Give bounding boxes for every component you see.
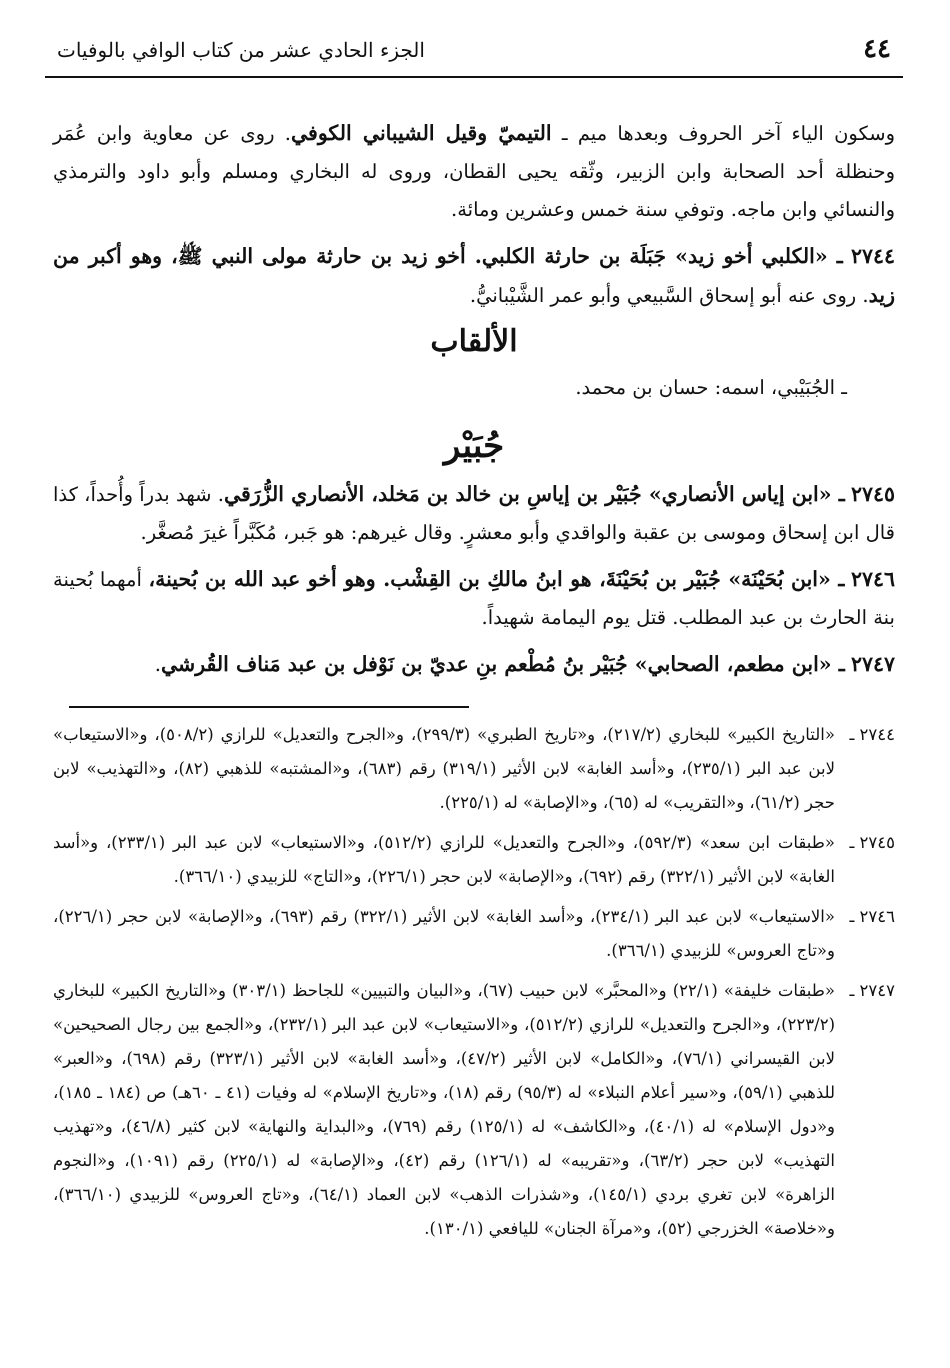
footnote-number: ٢٧٤٤ ـ xyxy=(849,725,895,744)
footnote-number: ٢٧٤٥ ـ xyxy=(849,833,895,852)
entry-bold-heading: ـ «ابن إياس الأنصاري» جُبَيْر بن إياسِ بن خالد بن مَخلد، الأنصاري الزُّرَقي xyxy=(223,482,845,506)
intro-text-a: وسكون الياء آخر الحروف وبعدها ميم ـ xyxy=(551,122,895,145)
entry-number: ٢٧٤٤ xyxy=(850,244,896,268)
book-page xyxy=(45,28,903,1252)
entry-2747 xyxy=(53,645,895,684)
intro-paragraph xyxy=(53,114,895,229)
main-text xyxy=(45,114,903,684)
entry-2746 xyxy=(53,560,895,637)
page-number: ٤٤ xyxy=(863,34,891,64)
footnote-number: ٢٧٤٦ ـ xyxy=(849,907,895,926)
section-title-alqab: الألقاب xyxy=(430,324,518,359)
footnote xyxy=(53,974,895,1246)
entry-2744 xyxy=(53,237,895,315)
footnote-separator xyxy=(69,706,469,708)
entry-bold-heading: ـ «ابن بُحَيْنَة» جُبَيْر بن بُحَيْنَةَ، هو ابنُ مالكِ بن القِشْب. وهو أخو عبد الله بن بُحينة، xyxy=(148,567,845,591)
footnote-text: «التاريخ الكبير» للبخاري (٢١٧/٢)، و«تاريخ الطبري» (٢٩٩/٣)، و«الجرح والتعديل» للرازي (٥٠٨/٢)، و«الاستيعاب» لابن عبد البر (٢٣٥/١)، و«أسد الغابة» لابن الأثير (٣١٩/١) رقم (٦٨٣)، و«المشتبه» للذهبي (٨٢)، و«التهذيب» لابن حجر (٦١/٢)، و«التقريب» له (٦٥)، و«الإصابة» له (٢٢٥/١). xyxy=(53,725,835,812)
footnote-text: «طبقات ابن سعد» (٥٩٢/٣)، و«الجرح والتعديل» للرازي (٥١٢/٢)، و«الاستيعاب» لابن عبد البر (٢٣٣/١)، و«أسد الغابة» لابن الأثير (٣٢٢/١) رقم (٦٩٢)، و«الإصابة» لابن حجر (٢٢٦/١)، و«التاج» للزبيدي (٣٦٦/١٠). xyxy=(53,833,835,886)
footnote-text: «الاستيعاب» لابن عبد البر (٢٣٤/١)، و«أسد الغابة» لابن الأثير (٣٢٢/١) رقم (٦٩٣)، و«الإصابة» لابن حجر (٢٢٦/١)، و«تاج العروس» للزبيدي (٣٦٦/١). xyxy=(53,907,835,960)
alqab-entry: ـ الجُبَيْبي، اسمه: حسان بن محمد. xyxy=(575,376,847,399)
footnotes xyxy=(45,718,903,1246)
entry-text: . xyxy=(154,653,161,676)
footnote-separator-wrap xyxy=(45,706,903,708)
entry-number: ٢٧٤٥ xyxy=(850,482,895,506)
footnote-number: ٢٧٤٧ ـ xyxy=(849,981,895,1000)
entry-text: . روى عنه أبو إسحاق السَّبيعي وأبو عمر الشَّيْبانيُّ. xyxy=(469,284,869,307)
entry-number: ٢٧٤٦ xyxy=(850,567,896,591)
running-header xyxy=(45,28,903,78)
entry-bold-heading: ـ «ابن مطعم، الصحابي» جُبَيْر بنُ مُطْعم بنِ عديّ بن نَوْفل بن عبد مَناف القُرشي xyxy=(160,652,845,676)
entry-number: ٢٧٤٧ xyxy=(850,652,895,676)
intro-bold: التيميّ وقيل الشيباني الكوفي xyxy=(290,121,552,145)
entry-bold-heading: ـ «الكلبي أخو زيد» جَبَلَة بن حارثة الكلبي. أخو زيد بن حارثة مولى النبي ﷺ، وهو أكبر من زيد xyxy=(53,244,895,307)
section-title-jubair: جُبَيْر xyxy=(443,426,505,466)
intro-text-b: . روى عن معاوية وابن عُمَر وحنظلة أحد الصحابة وابن الزبير، وثّقه يحيى القطان، وروى له البخاري ومسلم وأبو داود والترمذي والنسائي وابن ماجه. وتوفي سنة خمس وعشرين ومائة. xyxy=(53,122,895,221)
footnote xyxy=(53,826,895,894)
footnote xyxy=(53,900,895,968)
footnote-text: «طبقات خليفة» (٢٢/١) و«المحبَّر» لابن حبيب (٦٧)، و«البيان والتبيين» للجاحظ (٣٠٣/١) و«التاريخ الكبير» للبخاري (٢٢٣/٢)، و«الجرح والتعديل» للرازي (٥١٢/٢)، و«الاستيعاب» لابن عبد البر (٢٣٢/١)، و«الجمع بين رجال الصحيحين» لابن القيسراني (٧٦/١)، و«الكامل» لابن الأثير (٤٧/٢)، و«أسد الغابة» لابن الأثير (٣٢٣/١) رقم (٦٩٨)، و«العبر» للذهبي (٥٩/١)، و«سير أعلام النبلاء» له (٩٥/٣) رقم (١٨)، و«تاريخ الإسلام» له وفيات (٤١ ـ ٦٠هـ) ص (١٨٤ ـ ١٨٥)، و«دول الإسلام» له (٤٠/١)، و«الكاشف» له (١٢٥/١) رقم (٧٦٩)، و«البداية والنهاية» لابن كثير (٤٦/٨)، و«تهذيب التهذيب» لابن حجر (٦٣/٢)، و«تقريبه» له (١٢٦/١) رقم (٤٢)، و«الإصابة» له (٢٢٥/١) رقم (١٠٩١)، و«النجوم الزاهرة» لابن تغري بردي (١٤٥/١)، و«شذرات الذهب» لابن العماد (٦٤/١)، و«تاج العروس» للزبيدي (٣٦٦/١٠)، و«خلاصة» الخزرجي (٥٢)، و«مرآة الجنان» لليافعي (١٣٠/١). xyxy=(53,981,836,1238)
footnote xyxy=(53,718,895,820)
entry-2745 xyxy=(53,475,895,552)
running-title: الجزء الحادي عشر من كتاب الوافي بالوفيات xyxy=(57,38,425,62)
entry-text: أمهما بُحينة بنة الحارث بن عبد المطلب. قتل يوم اليمامة شهيداً. xyxy=(53,568,895,629)
entry-text: . شهد بدراً وأُحداً، كذا قال ابن إسحاق وموسى بن عقبة والواقدي وأبو معشرٍ. وقال غيرهم: هو جَبر، مُكَبَّراً غيرَ مُصغَّر. xyxy=(53,483,895,544)
